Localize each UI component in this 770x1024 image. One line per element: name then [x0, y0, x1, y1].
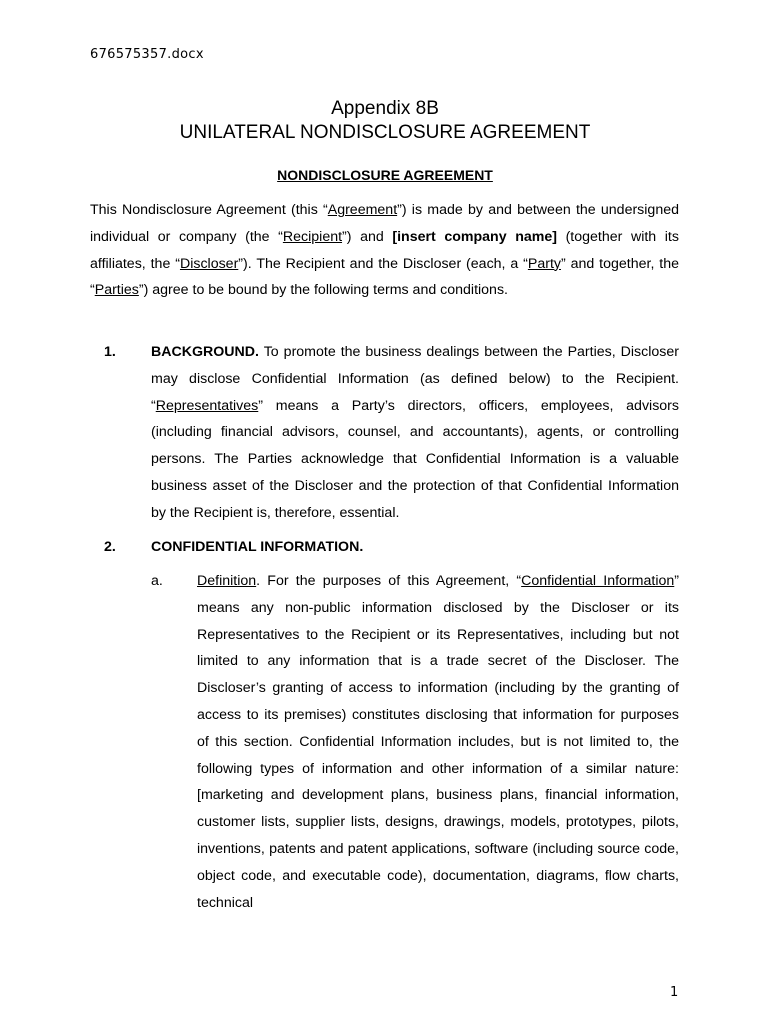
subsection-a-text: . For the purposes of this Agreement, “ [256, 573, 522, 589]
section-2-heading: CONFIDENTIAL INFORMATION. [151, 539, 364, 555]
intro-text: ”) and [342, 228, 393, 245]
section-1-text: ” means a Party’s directors, officers, employees, advisors (including financial advisors, counsel, and accountants), agents, or controlling persons. The Parties acknowledge that Confidential Information is a valuable business asset of the Discloser and the protection of that Confidential Information by the Recipient is, therefore, essential. [151, 397, 679, 521]
term-representatives: Representatives [155, 397, 259, 414]
section-1-text: To promote the business dealings between the Parties, Discloser may disclose Confidential Information (as defined below) to the Recipient. “ [151, 344, 679, 414]
intro-text: ”) agree to be bound by the following terms and conditions. [138, 282, 508, 299]
page-number: 1 [670, 985, 679, 1000]
subsection-a-label: a. [151, 573, 163, 589]
subsection-a-text: ” means any non-public information disclosed by the Discloser or its Representatives to the Recipient or its Representatives, including but not limited to any information that is a trade secret of the Discloser. The Discloser’s granting of access to information (including by the granting of access to its premises) constitutes disclosing that information for purposes of this section. Confidential Information includes, but is not limited to, the following types of information and other information of a similar nature: [marketing and development plans, business plans, financial information, customer lists, supplier lists, designs, drawings, models, prototypes, pilots, inventions, patents and patent applications, software (including source code, object code, and executable code), documentation, diagrams, flow charts, technical [197, 573, 679, 911]
term-party: Party [527, 255, 561, 272]
intro-text: ” and together, the “ [90, 255, 679, 299]
section-1-number: 1. [104, 344, 116, 360]
intro-text: ”). The Recipient and the Discloser (each, a “ [238, 255, 528, 272]
document-filename: 676575357.docx [90, 47, 204, 62]
section-1-heading: BACKGROUND. [151, 344, 259, 360]
company-name-placeholder: [insert company name] [392, 228, 557, 245]
section-1-paragraph [151, 339, 679, 527]
term-recipient: Recipient [282, 228, 343, 245]
section-subtitle: NONDISCLOSURE AGREEMENT [277, 167, 493, 183]
subsection-a-paragraph [197, 568, 679, 916]
intro-text: This Nondisclosure Agreement (this “ [90, 202, 328, 218]
intro-text: ”) is made by and between the undersigned individual or company (the “ [90, 202, 679, 245]
intro-paragraph [90, 197, 679, 304]
term-discloser: Discloser [179, 255, 239, 272]
term-agreement: Agreement [327, 202, 398, 218]
term-definition: Definition [197, 573, 257, 589]
section-2-number: 2. [104, 539, 116, 555]
term-parties: Parties [94, 282, 139, 299]
agreement-title: UNILATERAL NONDISCLOSURE AGREEMENT [179, 122, 591, 143]
appendix-title: Appendix 8B [331, 98, 439, 119]
term-confidential-information: Confidential Information [521, 573, 675, 589]
intro-text: (together with its affiliates, the “ [90, 228, 679, 272]
